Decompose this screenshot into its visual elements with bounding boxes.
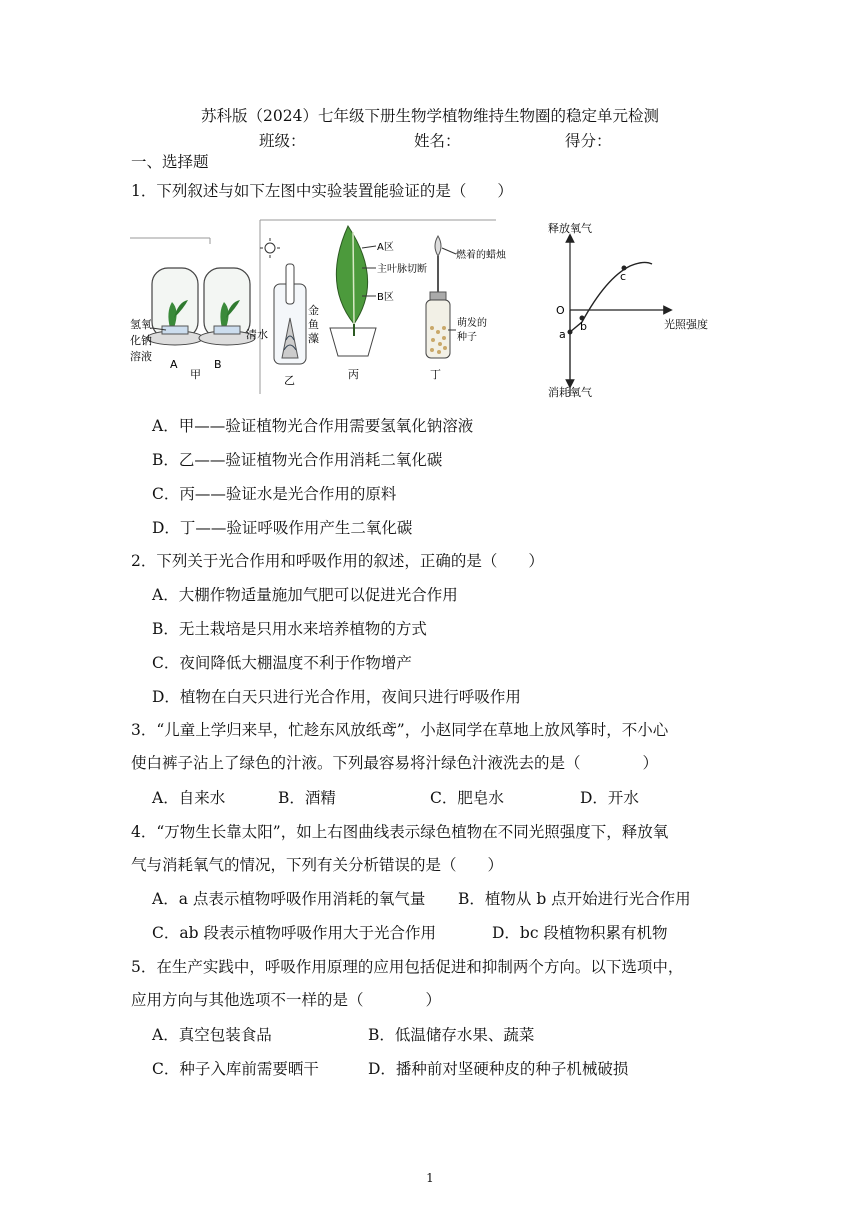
question-1-stem: 1．下列叙述与如下左图中实验装置能验证的是（ ） [131, 182, 513, 200]
question-4-stem-line-2: 气与消耗氧气的情况，下列有关分析错误的是（ ） [131, 856, 504, 874]
class-field-label: 班级： [259, 132, 306, 150]
label-algae-2: 鱼 [308, 318, 319, 331]
label-jia: 甲 [190, 368, 201, 381]
q2-option-b: B．无土栽培是只用水来培养植物的方式 [152, 620, 427, 638]
q4-option-d: D．bc 段植物积累有机物 [492, 924, 668, 942]
label-vein-cut: 主叶脉切断 [377, 264, 427, 275]
leaf-illustration [330, 226, 376, 356]
question-5-stem-line-2: 应用方向与其他选项不一样的是（ ） [131, 991, 442, 1009]
q1-option-d: D．丁——验证呼吸作用产生二氧化碳 [152, 519, 413, 537]
test-tube-setup [274, 264, 306, 364]
q4-option-a: A．a 点表示植物呼吸作用消耗的氧气量 [152, 890, 426, 908]
q3-option-c: C．肥皂水 [430, 789, 504, 807]
q2-option-d: D．植物在白天只进行光合作用，夜间只进行呼吸作用 [152, 688, 521, 706]
question-5-stem-line-1: 5．在生产实践中，呼吸作用原理的应用包括促进和抑制两个方向。以下选项中， [131, 958, 684, 976]
q3-option-a: A．自来水 [152, 789, 226, 807]
label-area-b: B区 [377, 292, 394, 303]
q4-option-c: C．ab 段表示植物呼吸作用大于光合作用 [152, 924, 436, 942]
y-top-label: 释放氧气 [548, 222, 592, 235]
point-a-label: a [559, 328, 566, 341]
q2-option-a: A．大棚作物适量施加气肥可以促进光合作用 [152, 586, 458, 604]
page-title: 苏科版（2024）七年级下册生物学植物维持生物圈的稳定单元检测 [201, 107, 659, 125]
q1-option-c: C．丙——验证水是光合作用的原料 [152, 485, 397, 503]
point-a-marker [568, 330, 573, 335]
label-water: 清水 [246, 328, 268, 341]
q5-option-b: B．低温储存水果、蔬菜 [368, 1026, 535, 1044]
q3-option-b: B．酒精 [278, 789, 336, 807]
q1-option-a: A．甲——验证植物光合作用需要氢氧化钠溶液 [152, 417, 474, 435]
q5-option-d: D．播种前对坚硬种皮的种子机械破损 [368, 1060, 629, 1078]
question-3-stem-line-2: 使白裤子沾上了绿色的汁液。下列最容易将汁绿色汁液洗去的是（ ） [131, 754, 659, 772]
label-algae-1: 金 [308, 304, 319, 317]
label-ding: 丁 [430, 368, 441, 381]
label-naoh-1: 氢氧 [130, 318, 152, 331]
question-2-stem: 2．下列关于光合作用和呼吸作用的叙述，正确的是（ ） [131, 552, 544, 570]
label-yi: 乙 [284, 374, 295, 387]
q4-option-b: B．植物从 b 点开始进行光合作用 [458, 890, 691, 908]
label-seeds-2: 种子 [457, 332, 477, 343]
point-c-label: c [620, 270, 627, 283]
question-3-stem-line-1: 3．“儿童上学归来早，忙趁东风放纸鸢”，小赵同学在草地上放风筝时，不小心 [131, 721, 669, 739]
label-seeds-1: 萌发的 [457, 318, 487, 329]
light-intensity-graph [540, 216, 720, 402]
experiment-apparatus-figure [130, 218, 506, 396]
label-algae-3: 藻 [308, 332, 319, 345]
q5-option-a: A．真空包装食品 [152, 1026, 272, 1044]
label-naoh-2: 化钠 [130, 334, 152, 347]
label-area-a: A区 [377, 242, 394, 253]
label-candle: 燃着的蜡烛 [456, 250, 506, 261]
section-heading: 一、选择题 [131, 153, 209, 171]
seed-jar-setup [426, 236, 450, 358]
page-number: 1 [426, 1171, 434, 1185]
q1-option-b: B．乙——验证植物光合作用消耗二氧化碳 [152, 451, 443, 469]
q3-option-d: D．开水 [580, 789, 639, 807]
question-4-stem-line-1: 4．“万物生长靠太阳”，如上右图曲线表示绿色植物在不同光照强度下，释放氧 [131, 823, 669, 841]
sun-icon [260, 238, 280, 258]
bell-jar-a [147, 268, 203, 345]
label-jar-a: A [170, 358, 178, 371]
label-naoh-3: 溶液 [130, 350, 152, 363]
label-jar-b: B [214, 358, 222, 371]
x-axis-label: 光照强度 [664, 318, 708, 331]
label-bing: 丙 [348, 368, 359, 381]
origin-label: O [556, 304, 565, 317]
name-field-label: 姓名： [414, 132, 461, 150]
q5-option-c: C．种子入库前需要晒干 [152, 1060, 319, 1078]
q2-option-c: C．夜间降低大棚温度不利于作物增产 [152, 654, 412, 672]
point-b-label: b [580, 320, 587, 333]
y-bottom-label: 消耗氧气 [548, 386, 592, 399]
score-field-label: 得分： [565, 132, 612, 150]
